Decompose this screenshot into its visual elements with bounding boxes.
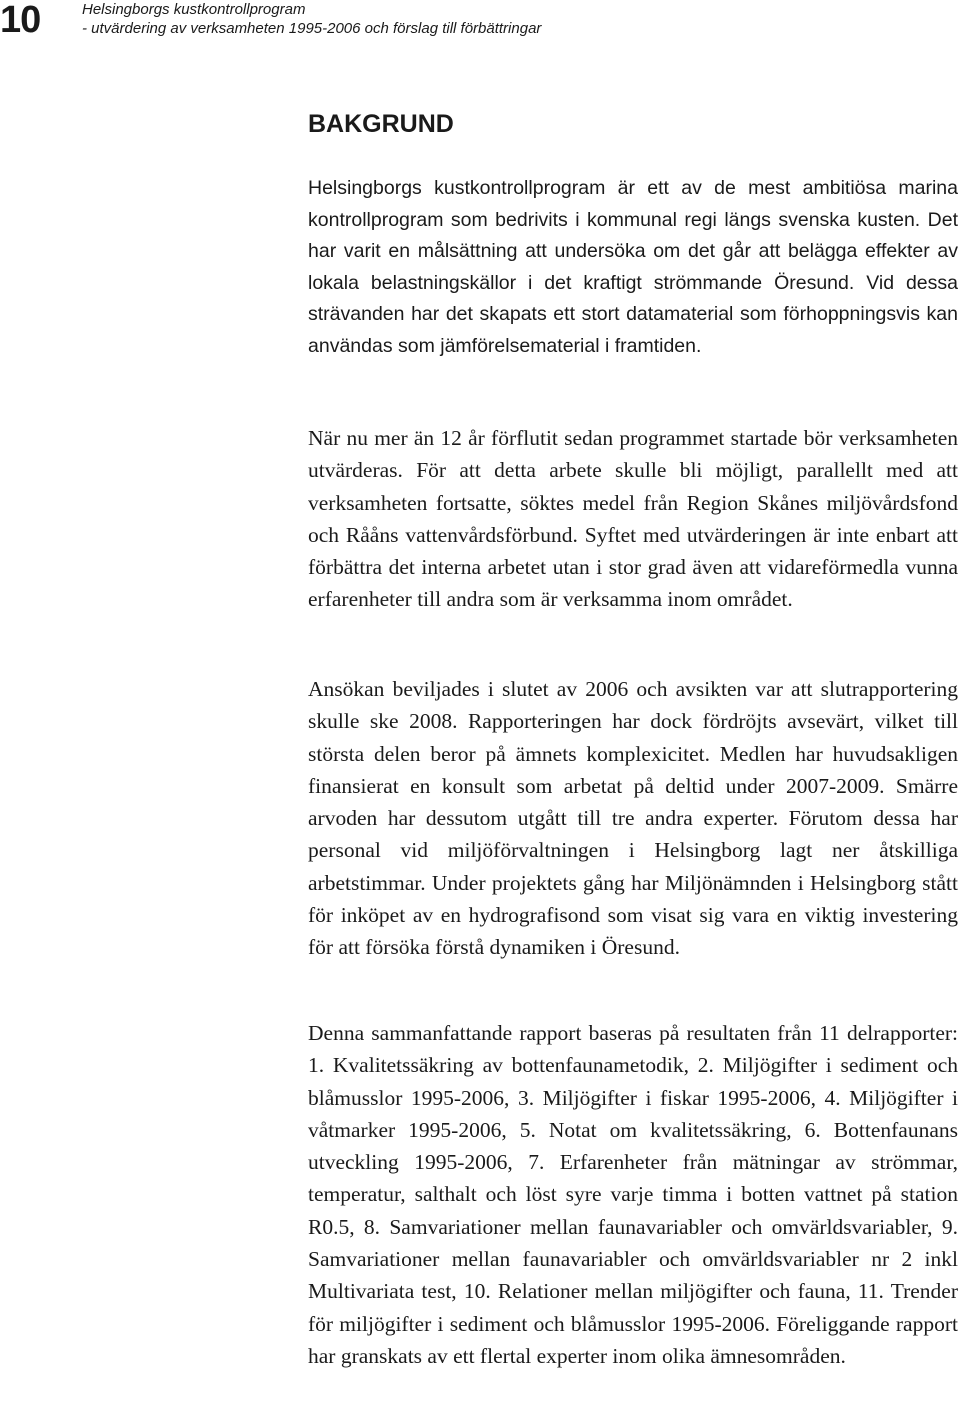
intro-paragraph: Helsingborgs kustkontrollprogram är ett av de mest ambitiösa marina kontrollprogram som bedrivits i kommunal regi längs svenska kusten. Det har varit en målsättning att undersöka om det går att belägga effekter av lokala belastningskällor i det kraftigt strömmande Öresund. Vid dessa strävanden har det skapats ett stort datamaterial som förhoppningsvis kan användas som jämförelsematerial i framtiden. xyxy=(308,177,958,357)
body-paragraph-evaluation: När nu mer än 12 år förflutit sedan programmet startade bör verksamheten utvärderas. För att detta arbete skulle bli möjligt, parallellt med att verksamheten fortsatte, söktes medel från Region Skånes miljövårdsfond och Rååns vattenvårdsförbund. Syftet med utvärderingen är inte enbart att förbättra det interna arbetet utan i stor grad även att vidareförmedla vunna erfarenheter till andra som är verksamma inom området. xyxy=(308,426,958,612)
body-paragraph-funding: Ansökan beviljades i slutet av 2006 och avsikten var att slutrapportering skulle ske 2008. Rapporteringen har dock fördröjts avsevärt, vilket till största delen beror på ämnets komplexicitet. Medlen har huvudsakligen finansierat en konsult som arbetat på deltid under 2007-2009. Smärre arvoden har dessutom utgått till tre andra experter. Förutom dessa har personal vid miljöförvaltningen i Helsingborg lagt ner åtskilliga arbetstimmar. Under projektets gång har Miljönämnden i Helsingborg stått för inköpet av en hydrografisond som visat sig vara en viktig investering för att försöka förstå dynamiken i Öresund. xyxy=(308,677,958,960)
page-number: 10 xyxy=(0,0,41,41)
report-title: Helsingborgs kustkontrollprogram xyxy=(82,1,306,18)
body-paragraph-subreports: Denna sammanfattande rapport baseras på resultaten från 11 delrapporter: 1. Kvalitetssäkring av bottenfaunametodik, 2. Miljögifter i sediment och blåmusslor 1995-2006, 3. Miljögifter i fiskar 1995-2006, 4. Miljögifter i våtmarker 1995-2006, 5. Notat om kvalitetssäkring, 6. Bottenfaunans utveckling 1995-2006, 7. Erfarenheter från mätningar av strömmar, temperatur, salthalt och löst syre varje timma i botten vattnet på station R0.5, 8. Samvariationer mellan faunavariabler och omvärldsvariabler, 9. Samvariationer mellan faunavariabler och omvärldsvariabler nr 2 inkl Multivariata test, 10. Relationer mellan miljögifter och fauna, 11. Trender för miljögifter i sediment och blåmusslor 1995-2006. Föreliggande rapport har granskats av ett flertal experter inom olika ämnesområden. xyxy=(308,1021,958,1368)
report-subtitle: - utvärdering av verksamheten 1995-2006 och förslag till förbättringar xyxy=(82,20,542,37)
section-heading: BAKGRUND xyxy=(308,110,454,138)
running-header xyxy=(82,0,541,38)
